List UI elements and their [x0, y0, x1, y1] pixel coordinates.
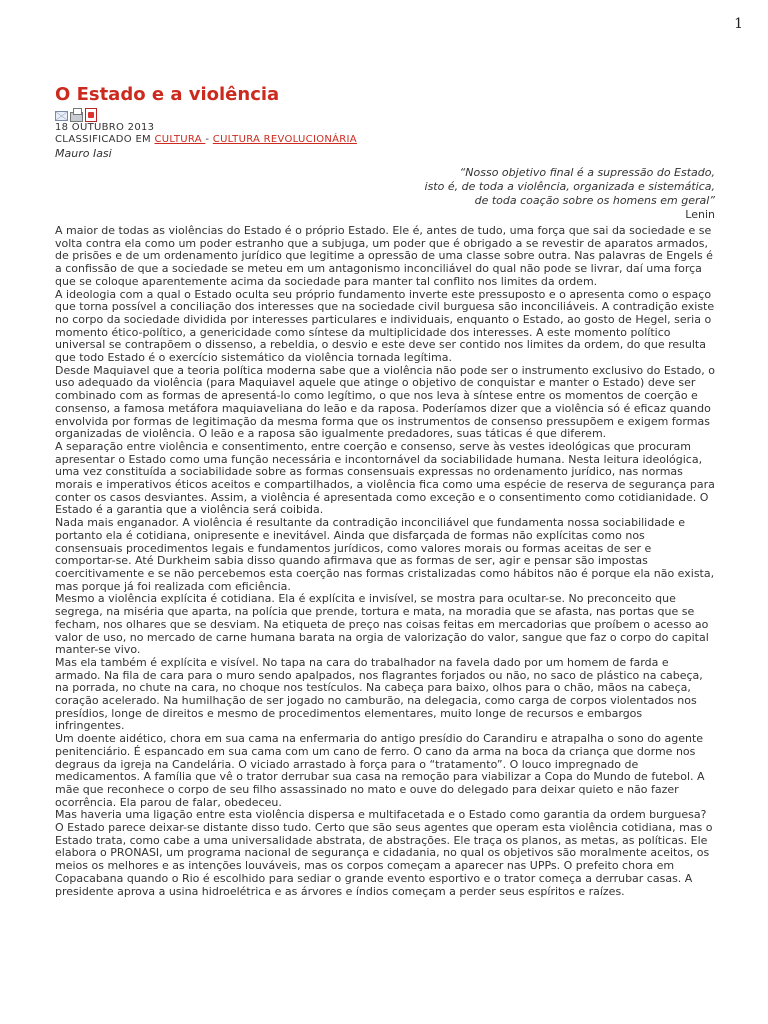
article-title: O Estado e a violência — [55, 84, 280, 105]
article-date: 18 OUTUBRO 2013 — [55, 122, 155, 133]
paragraph: Mas haveria uma ligação entre esta violência dispersa e multifacetada e o Estado como garantia da ordem burguesa? O Estado parece deixar-se distante disso tudo. Certo que são seus agentes que operam esta violência cotidiana, mas o Estado trata, como cabe a uma universalidade abstrata, de abstrações. Ele traça os planos, as metas, as políticas. Ele elabora o PRONASI, um programa nacional de segurança e cidadania, no qual os objetivos são moralmente aceitos, os meios os melhores e as intenções louváveis, mas os corpos começam a aparecer nas UPPs. O prefeito chora em Copacabana quando o Rio é escolhido para sediar o grande evento esportivo e o trator começa a derrubar casas. A presidente aprova a usina hidroelétrica e as árvores e índios começam a perder seus espíritos e raízes. — [55, 808, 713, 898]
article-body — [55, 225, 715, 898]
epigraph-line: isto é, de toda a violência, organizada e sistemática, — [424, 180, 715, 193]
paragraph: Um doente aidético, chora em sua cama na enfermaria do antigo presídio do Carandiru e atrapalha o sono do agente penitenciário. É espancado em sua cama com um cano de ferro. O cano da arma na boca da criança que dorme nos degraus da igreja na Candelária. O viciado arrastado à força para o “tratamento”. O louco impregnado de medicamentos. A família que vê o trator derrubar sua casa na remoção para viabilizar a Copa do Mundo de futebol. A mãe que reconhece o corpo de seu filho assassinado no mato e ouve do delegado para deixar quieto e não fazer ocorrência. Ela parou de falar, obedeceu. — [55, 732, 705, 809]
article-author: Mauro Iasi — [55, 147, 112, 160]
paragraph: Mas ela também é explícita e visível. No tapa na cara do trabalhador na favela dado por um homem de farda e armado. Na fila de cara para o muro sendo apalpados, nos flagrantes forjados ou não, no saco de plástico na cabeça, na porrada, no chute na cara, no choque nos testículos. Na cabeça para baixo, olhos para o chão, mãos na cabeça, coração acelerado. Na humilhação de ser jogado no camburão, na delegacia, como carga de corpos violentados nos presídios, longe de direitos e mesmo de procedimentos elementares, muito longe de recursos e embargos infringentes. — [55, 655, 703, 733]
print-icon[interactable] — [70, 112, 83, 122]
paragraph: Desde Maquiavel que a teoria política moderna sabe que a violência não pode ser o instrumento exclusivo do Estado, o uso adequado da violência (para Maquiavel aquele que atinge o objetivo de conquistar e manter o Estado) deve ser combinado com as formas de apresentá-lo como legítimo, o que nos leva à síntese entre os momentos de coerção e consenso, a famosa metáfora maquiaveliana do leão e da raposa. Poderíamos dizer que a violência só é eficaz quando envolvida por formas de legitimação da mesma forma que os instrumentos de consenso pressupõem e exigem formas organizadas de violência. O leão e a raposa são igualmente predadores, suas táticas é que diferem. — [55, 363, 715, 441]
classified-prefix: CLASSIFICADO EM — [55, 134, 151, 145]
share-toolbar — [55, 108, 715, 122]
pdf-icon[interactable] — [85, 108, 97, 122]
epigraph — [55, 166, 715, 222]
epigraph-attribution: Lenin — [685, 208, 715, 221]
category-link-cultura[interactable]: CULTURA — [154, 134, 206, 145]
paragraph: Nada mais enganador. A violência é resultante da contradição inconciliável que fundamenta nossa sociabilidade e portanto ela é cotidiana, onipresente e inevitável. Ainda que disfarçada de formas não explícitas como nos consensuais procedimentos legais e fundamentos jurídicos, como valores morais ou formas aceitas de ser e comportar-se. Até Durkheim sabia disso quando afirmava que as formas de ser, agir e pensar são impostas coercitivamente e se não percebemos esta coerção nas formas cristalizadas como hábitos não é porque ela não exista, mas porque já foi realizada com eficiência. — [55, 516, 715, 593]
category-link-cultura-revolucionaria[interactable]: CULTURA REVOLUCIONÁRIA — [212, 134, 357, 145]
paragraph: A maior de todas as violências do Estado é o próprio Estado. Ele é, antes de tudo, uma força que sai da sociedade e se volta contra ela como um poder estranho que a subjuga, um poder que é obrigado a se revestir de aparatos armados, de prisões e de um ordenamento jurídico que legitime a opressão de uma classe sobre outra. Nas palavras de Engels é a confissão de que a sociedade se meteu em um antagonismo inconciliável do qual não pode se livrar, daí uma força que se coloque aparentemente acima da sociedade para manter tal conflito nos limites da ordem. — [55, 224, 713, 288]
paragraph: A ideologia com a qual o Estado oculta seu próprio fundamento inverte este pressuposto e o apresenta como o espaço que torna possível a conciliação dos interesses que na sociedade civil burguesa são inconciliáveis. A contradição existe no corpo da sociedade dividida por interesses particulares e individuais, enquanto o Estado, ao gosto de Hegel, seria o momento ético-político, a genericidade como síntese da multiplicidade dos interesses. A este momento político universal se contrapõem o dissenso, a rebeldia, o desvio e este deve ser contido nos limites da ordem, do que resulta que todo Estado é o exercício sistemático da violência tornada legítima. — [55, 287, 715, 365]
article-categories — [55, 134, 715, 146]
paragraph: Mesmo a violência explícita é cotidiana. Ela é explícita e invisível, se mostra para ocultar-se. No preconceito que segrega, na miséria que aparta, na polícia que prende, tortura e mata, na moradia que se afasta, nas portas que se fecham, nos olhares que se desviam. Na etiqueta de preço nas coisas feitas em mercadorias que proíbem o acesso ao valor de uso, no mercado de carne humana barata na orgia de valorização do valor, sangue que faz o corpo do capital manter-se vivo. — [55, 592, 709, 657]
page-number: 1 — [734, 16, 743, 32]
article — [55, 83, 715, 898]
epigraph-line: de toda coação sobre os homens em geral” — [474, 194, 715, 207]
paragraph: A separação entre violência e consentimento, entre coerção e consenso, serve às vestes ideológicas que procuram apresentar o Estado como uma função necessária e incontornável da sociabilidade humana. Nesta leitura ideológica, uma vez constituída a sociabilidade sobre as formas consensuais expressas no ordenamento jurídico, nas normas morais e imperativos éticos aceitos e compartilhados, a violência fica como uma espécie de reserva de segurança para conter os casos desviantes. Assim, a violência é apresentada como exceção e o consentimento como cotidianidade. O Estado é a garantia que a violência será coibida. — [55, 439, 715, 517]
epigraph-line: “Nosso objetivo final é a supressão do Estado, — [459, 166, 715, 179]
category-separator: - — [205, 134, 210, 145]
email-icon[interactable] — [55, 111, 68, 121]
